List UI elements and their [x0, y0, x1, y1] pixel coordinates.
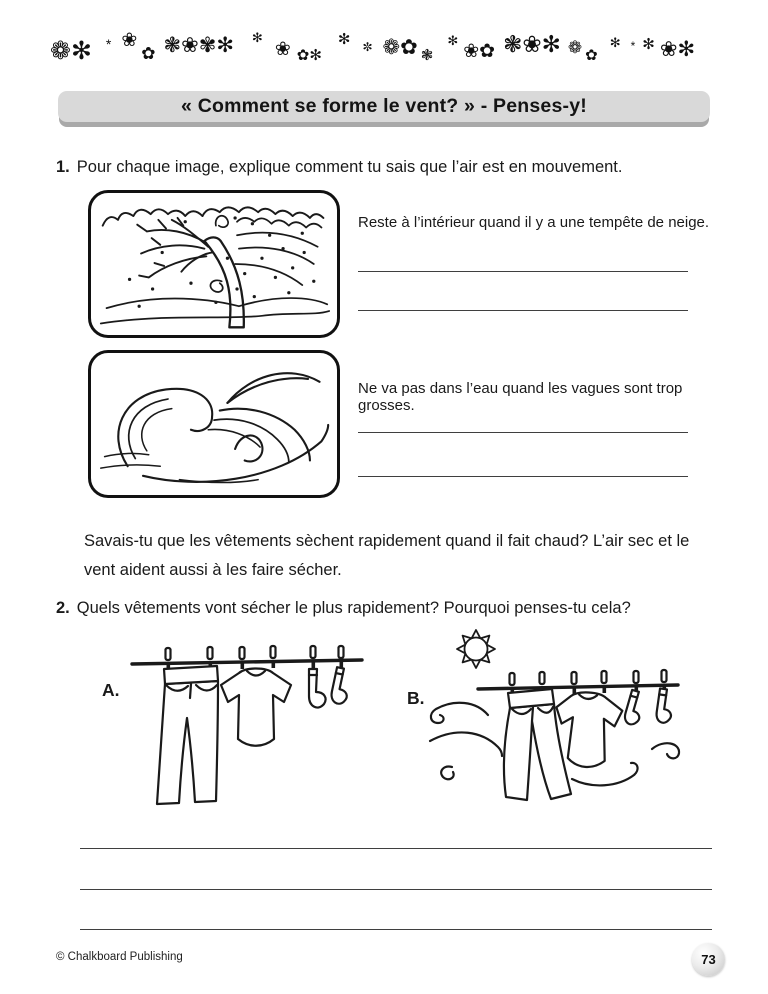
page-number-badge — [692, 943, 725, 976]
answer-line — [80, 848, 712, 849]
clothespin — [166, 648, 171, 670]
tree-branch — [181, 252, 212, 271]
flower-icon: ✻ — [447, 32, 459, 48]
wave-curl — [142, 409, 172, 451]
flower-icon: ✿ — [585, 46, 598, 64]
figure-snowstorm — [88, 190, 340, 338]
answer-line — [358, 476, 688, 477]
figure-waves — [88, 350, 340, 498]
flower-icon: ❃ — [420, 46, 434, 64]
option-b-label: B. — [407, 688, 425, 708]
wave-band — [208, 429, 260, 447]
tree-branch — [139, 256, 206, 277]
flower-icon: * — [105, 36, 112, 52]
flower-icon: ✻ — [251, 29, 263, 45]
cloud-line — [103, 209, 203, 225]
sock — [330, 667, 353, 705]
flower-icon: ✼ — [362, 40, 373, 54]
flower-icon: ✻ — [609, 34, 621, 50]
tree-branch — [172, 218, 208, 247]
question-2-text: Quels vêtements vont sécher le plus rapidement? Pourquoi penses-tu cela? — [76, 599, 631, 617]
sock — [655, 688, 674, 723]
question-2 — [56, 599, 736, 618]
question-1 — [56, 158, 716, 177]
clothespin — [311, 646, 316, 668]
flower-icon: ✻ — [642, 35, 655, 53]
answer-line — [358, 271, 688, 272]
ocean-waves-illustration — [91, 353, 337, 495]
flower-icon: ❁ — [567, 37, 583, 57]
flower-icon: ❁✿ — [382, 35, 418, 59]
tree-in-snowstorm-illustration — [91, 193, 337, 335]
t-shirt — [221, 669, 291, 746]
wind-line — [237, 233, 318, 247]
jeans — [157, 666, 218, 804]
cloud-line — [237, 218, 321, 228]
caption-waves: Ne va pas dans l’eau quand les vagues sont trop grosses. — [358, 380, 683, 414]
flower-icon: ✿✻ — [296, 46, 322, 64]
wave-curl — [129, 399, 168, 458]
page-number: 73 — [701, 952, 716, 967]
sun-icon — [457, 630, 495, 668]
tree-branch — [137, 220, 206, 243]
decorative-flower-border — [50, 20, 718, 72]
water-line — [105, 453, 149, 456]
sock — [309, 669, 326, 707]
clothesline-a-illustration — [120, 636, 372, 818]
question-1-number: 1. — [56, 158, 70, 176]
clothespin — [602, 671, 607, 693]
sock — [623, 690, 646, 726]
clothespin — [572, 672, 577, 694]
tree-branch — [141, 238, 204, 253]
tree-trunk — [204, 237, 243, 327]
question-2-number: 2. — [56, 599, 70, 617]
flower-icon: * — [630, 39, 636, 53]
clothespin — [271, 646, 276, 668]
flower-icon: ❀✻ — [659, 37, 696, 61]
t-shirt — [553, 691, 623, 769]
caption-snowstorm: Reste à l’intérieur quand il y a une tempête de neige. — [358, 214, 710, 231]
flower-icon: ❀ — [274, 38, 291, 60]
wind-swirl-icon — [216, 216, 228, 227]
flower-icon: ❁✻ — [50, 36, 92, 65]
wind-swirl-icon — [210, 280, 222, 292]
wave-outer — [143, 425, 328, 482]
flower-icon: ❃❀✾✻ — [163, 33, 234, 57]
clothespin — [240, 647, 245, 669]
page-title: « Comment se forme le vent? » - Penses-y! — [181, 95, 587, 117]
answer-line — [80, 929, 712, 930]
answer-line — [358, 310, 688, 311]
flower-icon: ✿ — [141, 43, 156, 63]
option-a-label: A. — [102, 680, 120, 700]
clothespin — [339, 646, 344, 668]
answer-line — [80, 889, 712, 890]
answer-line — [358, 432, 688, 433]
title-banner — [58, 91, 710, 122]
question-1-text: Pour chaque image, explique comment tu sais que l’air est en mouvement. — [76, 158, 623, 176]
water-line — [101, 465, 160, 468]
footer-copyright: © Chalkboard Publishing — [56, 951, 183, 963]
clothesline-rod — [478, 685, 678, 689]
flower-icon: ❀✿ — [463, 40, 496, 62]
clothesline-b-illustration — [424, 627, 712, 823]
wave-small-curl — [235, 435, 262, 461]
flower-icon: ❀ — [121, 29, 138, 51]
wind-line — [239, 247, 314, 264]
flower-icon: ❃❀✻ — [503, 30, 561, 57]
wave-band — [220, 409, 310, 461]
flower-icon: ✻ — [337, 30, 351, 48]
info-paragraph: Savais-tu que les vêtements sèchent rapidement quand il fait chaud? L’air sec et le vent aident aussi à les faire sécher. — [84, 532, 690, 579]
snow-ground — [101, 311, 329, 323]
